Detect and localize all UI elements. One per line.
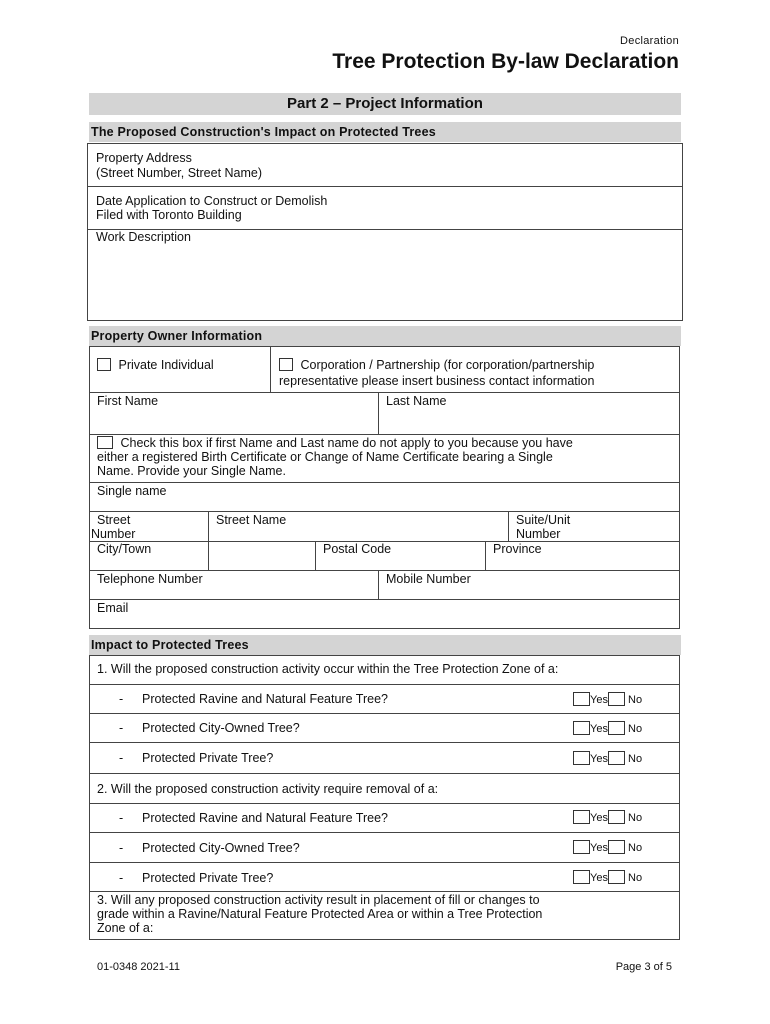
bullet-dash: - <box>119 841 124 855</box>
single-name-checkbox[interactable] <box>97 436 113 449</box>
no-label: No <box>628 694 643 706</box>
yes-checkbox[interactable] <box>573 870 590 884</box>
postal-code-field[interactable] <box>316 542 484 569</box>
divider <box>89 891 680 892</box>
street-number-label: Street <box>97 513 131 527</box>
property-address-sublabel: (Street Number, Street Name) <box>96 166 263 180</box>
divider <box>508 511 509 541</box>
city-label: City/Town <box>97 542 152 556</box>
corporation-option[interactable] <box>279 358 594 372</box>
bullet-dash: - <box>119 871 124 885</box>
q2-item-private: Protected Private Tree? <box>142 871 274 885</box>
street-name-label: Street Name <box>216 513 287 527</box>
q2-item-city-owned: Protected City-Owned Tree? <box>142 841 300 855</box>
yes-label: Yes <box>590 694 608 706</box>
yes-checkbox[interactable] <box>573 751 590 765</box>
application-date-sublabel: Filed with Toronto Building <box>96 208 242 222</box>
form-number: 01-0348 2021-11 <box>97 961 180 973</box>
private-individual-option[interactable] <box>97 358 214 372</box>
declaration-label: Declaration <box>620 35 679 47</box>
corporation-checkbox[interactable] <box>279 358 293 371</box>
bullet-dash: - <box>119 721 124 735</box>
last-name-label: Last Name <box>386 394 447 408</box>
q2-item-ravine: Protected Ravine and Natural Feature Tree? <box>142 811 388 825</box>
street-number-label-line2: Number <box>91 527 136 541</box>
q2-private-yes-no <box>573 870 642 884</box>
work-description-label: Work Description <box>96 230 191 244</box>
street-name-field[interactable] <box>209 512 507 540</box>
province-label: Province <box>493 542 542 556</box>
no-label: No <box>628 812 643 824</box>
yes-label: Yes <box>590 872 608 884</box>
single-name-field[interactable] <box>90 483 679 510</box>
yes-label: Yes <box>590 723 608 735</box>
q1-item-private: Protected Private Tree? <box>142 751 274 765</box>
page-title: Tree Protection By-law Declaration <box>332 50 679 73</box>
page-number: Page 3 of 5 <box>615 961 672 973</box>
question-3-line3: Zone of a: <box>97 921 154 935</box>
divider <box>89 832 680 833</box>
single-name-note <box>97 436 573 450</box>
yes-checkbox[interactable] <box>573 810 590 824</box>
city-field[interactable] <box>90 542 207 569</box>
yes-checkbox[interactable] <box>573 692 590 706</box>
divider <box>89 742 680 743</box>
single-name-label: Single name <box>97 484 167 498</box>
divider <box>89 862 680 863</box>
first-name-label: First Name <box>97 394 159 408</box>
section-title-owner: Property Owner Information <box>89 326 681 346</box>
single-name-note-line2: either a registered Birth Certificate or Change of Name Certificate bearing a Single <box>97 450 553 464</box>
divider <box>89 773 680 774</box>
bullet-dash: - <box>119 811 124 825</box>
yes-label: Yes <box>590 812 608 824</box>
no-checkbox[interactable] <box>608 870 625 884</box>
no-label: No <box>628 753 643 765</box>
property-address-label: Property Address <box>96 151 192 165</box>
suite-label: Suite/Unit <box>516 513 571 527</box>
q1-item-ravine: Protected Ravine and Natural Feature Tree? <box>142 692 388 706</box>
single-name-note-line3: Name. Provide your Single Name. <box>97 464 286 478</box>
postal-code-label: Postal Code <box>323 542 392 556</box>
divider <box>89 803 680 804</box>
question-3: 3. Will any proposed construction activity result in placement of fill or changes to <box>97 893 540 907</box>
no-checkbox[interactable] <box>608 721 625 735</box>
no-checkbox[interactable] <box>608 810 625 824</box>
question-1: 1. Will the proposed construction activity occur within the Tree Protection Zone of a: <box>97 662 559 676</box>
corporation-label-line2: representative please insert business contact information <box>279 374 595 388</box>
email-field[interactable] <box>90 600 679 628</box>
no-label: No <box>628 872 643 884</box>
q1-private-yes-no <box>573 751 642 765</box>
q2-city-yes-no <box>573 840 642 854</box>
private-individual-checkbox[interactable] <box>97 358 111 371</box>
section-title-construction-impact: The Proposed Construction's Impact on Protected Trees <box>89 122 681 142</box>
telephone-label: Telephone Number <box>97 572 203 586</box>
bullet-dash: - <box>119 692 124 706</box>
question-3-line2: grade within a Ravine/Natural Feature Protected Area or within a Tree Protection <box>97 907 543 921</box>
divider <box>270 346 271 392</box>
last-name-field[interactable] <box>379 393 679 433</box>
yes-checkbox[interactable] <box>573 840 590 854</box>
q1-city-yes-no <box>573 721 642 735</box>
divider <box>89 713 680 714</box>
q2-ravine-yes-no <box>573 810 642 824</box>
q1-ravine-yes-no <box>573 692 642 706</box>
yes-checkbox[interactable] <box>573 721 590 735</box>
no-checkbox[interactable] <box>608 840 625 854</box>
single-name-note-line1: Check this box if first Name and Last name do not apply to you because you have <box>120 436 573 450</box>
corporation-label: Corporation / Partnership (for corporation/partnership <box>300 358 595 372</box>
application-date-label: Date Application to Construct or Demolish <box>96 194 328 208</box>
no-checkbox[interactable] <box>608 692 625 706</box>
yes-label: Yes <box>590 842 608 854</box>
first-name-field[interactable] <box>90 393 377 433</box>
q1-item-city-owned: Protected City-Owned Tree? <box>142 721 300 735</box>
email-label: Email <box>97 601 129 615</box>
divider <box>89 434 680 435</box>
suite-label-line2: Number <box>516 527 561 541</box>
province-field[interactable] <box>486 542 679 569</box>
no-checkbox[interactable] <box>608 751 625 765</box>
mobile-label: Mobile Number <box>386 572 471 586</box>
no-label: No <box>628 842 643 854</box>
section-title-tree-impact: Impact to Protected Trees <box>89 635 681 655</box>
divider <box>89 684 680 685</box>
mobile-field[interactable] <box>379 571 679 598</box>
private-individual-label: Private Individual <box>118 358 214 372</box>
telephone-field[interactable] <box>90 571 377 598</box>
bullet-dash: - <box>119 751 124 765</box>
part-title: Part 2 – Project Information <box>89 93 681 115</box>
yes-label: Yes <box>590 753 608 765</box>
question-2: 2. Will the proposed construction activity require removal of a: <box>97 782 439 796</box>
no-label: No <box>628 723 643 735</box>
